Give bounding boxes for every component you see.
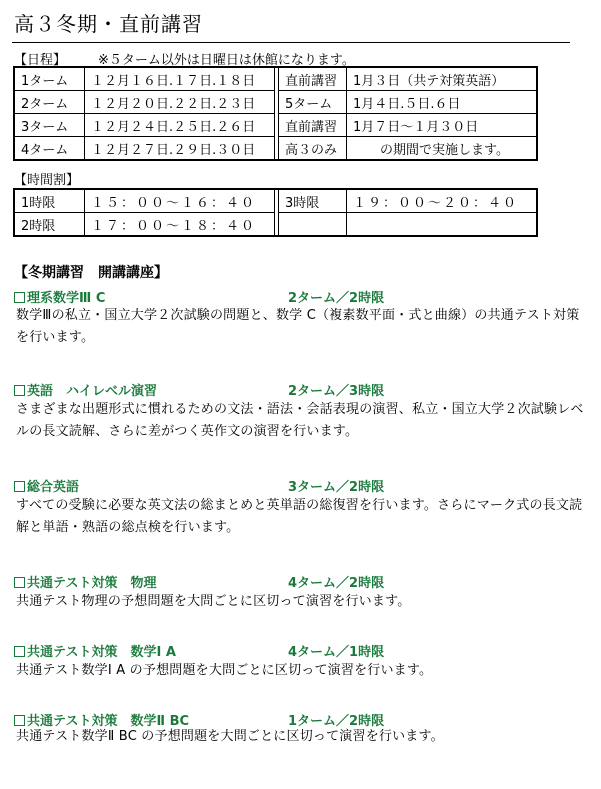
course-meta: 4ターム／2時限 [288, 576, 385, 591]
schedule-row [15, 68, 537, 91]
course-title-text: 共通テスト対策 数学Ⅱ BC [27, 714, 190, 729]
course-title [14, 287, 105, 306]
course-meta: 1ターム／2時限 [288, 714, 385, 729]
time-cell [347, 213, 537, 236]
course-title [14, 572, 156, 591]
timetable-table [14, 189, 537, 236]
course-title [14, 476, 79, 495]
dates-cell: １２月２０日.２２日.２３日 [85, 91, 275, 114]
checkbox-icon [14, 715, 25, 726]
course-title-text: 共通テスト対策 物理 [27, 576, 157, 591]
timetable-label: 【時間割】 [14, 173, 80, 188]
term-cell: 3ターム [15, 114, 85, 137]
time-cell: １９：００～２０：４０ [347, 190, 537, 213]
course-title-text: 総合英語 [27, 480, 80, 495]
period-cell: 1時限 [15, 190, 85, 213]
extra-value-cell: の期間で実施します。 [347, 137, 537, 160]
extra-value-cell: 1月７日～１月３０日 [347, 114, 537, 137]
checkbox-icon [14, 577, 25, 588]
extra-value-cell: 1月３日（共テ対策英語） [347, 68, 537, 91]
title-underline [12, 42, 570, 43]
extra-label-cell: 5ターム [279, 91, 347, 114]
course-title [14, 380, 157, 399]
schedule-row [15, 137, 537, 160]
schedule-row [15, 114, 537, 137]
course-description: すべての受験に必要な英文法の総まとめと英単語の総復習を行います。さらにマーク式の長文読解と単語・熟語の総点検を行います。 [16, 498, 583, 535]
extra-label-cell: 直前講習 [279, 68, 347, 91]
period-cell [279, 213, 347, 236]
term-cell: 1ターム [15, 68, 85, 91]
term-cell: 4ターム [15, 137, 85, 160]
dates-cell: １２月２４日.２５日.２６日 [85, 114, 275, 137]
time-cell: １７：００～１８：４０ [85, 213, 275, 236]
course-meta: 4ターム／1時限 [288, 645, 385, 660]
course-title-text: 共通テスト対策 数学Ⅰ A [27, 645, 176, 660]
checkbox-icon [14, 385, 25, 396]
period-cell: 3時限 [279, 190, 347, 213]
term-cell: 2ターム [15, 91, 85, 114]
timetable-row [15, 190, 537, 213]
extra-label-cell: 高３のみ [279, 137, 347, 160]
checkbox-icon [14, 481, 25, 492]
course-description: 共通テスト数学Ⅰ A の予想問題を大問ごとに区切って演習を行います。 [16, 663, 433, 678]
schedule-table [14, 67, 537, 160]
page-title: 高３冬期・直前講習 [14, 12, 203, 36]
course-title [14, 641, 176, 660]
schedule-row [15, 91, 537, 114]
course-description: 数学Ⅲの私立・国立大学２次試験の問題と、数学 C（複素数平面・式と曲線）の共通テスト対策を行います。 [16, 308, 580, 345]
course-description: 共通テスト物理の予想問題を大問ごとに区切って演習を行います。 [16, 594, 411, 609]
courses-heading: 【冬期講習 開講講座】 [14, 265, 168, 281]
schedule-note: ※５ターム以外は日曜日は休館になります。 [98, 53, 355, 68]
schedule-label: 【日程】 [14, 53, 67, 68]
course-title-text: 理系数学Ⅲ C [27, 291, 106, 306]
course-meta: 2ターム／3時限 [288, 384, 385, 399]
dates-cell: １２月１６日.１７日.１８日 [85, 68, 275, 91]
period-cell: 2時限 [15, 213, 85, 236]
extra-value-cell: 1月４日.５日.６日 [347, 91, 537, 114]
course-description: 共通テスト数学Ⅱ BC の予想問題を大問ごとに区切って演習を行います。 [16, 729, 444, 744]
course-description: さまざまな出題形式に慣れるための文法・語法・会話表現の演習、私立・国立大学２次試験レベルの長文読解、さらに差がつく英作文の演習を行います。 [16, 402, 584, 439]
dates-cell: １２月２７日.２９日.３０日 [85, 137, 275, 160]
timetable-row [15, 213, 537, 236]
course-meta: 2ターム／2時限 [288, 291, 385, 306]
checkbox-icon [14, 646, 25, 657]
course-title-text: 英語 ハイレベル演習 [27, 384, 158, 399]
course-meta: 3ターム／2時限 [288, 480, 385, 495]
checkbox-icon [14, 292, 25, 303]
extra-label-cell: 直前講習 [279, 114, 347, 137]
time-cell: １５：００～１６：４０ [85, 190, 275, 213]
